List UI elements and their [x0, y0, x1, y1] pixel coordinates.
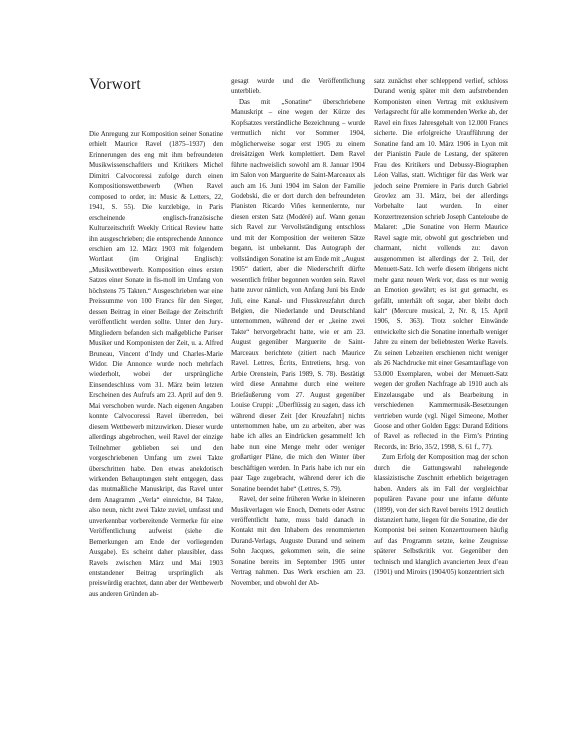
paragraph: Ravel, der seine früheren Werke in kleineren Musikverlagen wie Enoch, Demets oder Astruc veröffentlicht hatte, muss bald danach in Kontakt mit den Inhabern des renommierten Durand-Verlags, Auguste Durand und seinem Sohn Jacques, gekommen sein, die seine Sonatine bereits im September 1905 unter Vertrag nahmen. Das Werk erschien am 23. November, und obwohl der Ab-: [231, 495, 365, 587]
text-column-1: [89, 129, 223, 599]
text-column-2: [231, 76, 365, 588]
text-column-3: [374, 76, 508, 578]
paragraph: Die Anregung zur Komposition seiner Sonatine erhielt Maurice Ravel (1875–1937) den Erinnerungen des eng mit ihm befreundeten Musikwissenschaftlers und Kritikers Michel Dimitri Calvocoressi zufolge durch einen Kompositionswettbewerb (When Ravel composed to order, in: Music & Letters, 22, 1941, S. 55). Die kurzlebige, in Paris erscheinende englisch-französische Kulturzeitschrift Weekly Critical Review hatte ihn ausgeschrieben; die entsprechende Annonce erschien am 12. März 1903 mit folgendem Wortlaut (im Original Englisch): „Musikwettbewerb. Komposition eines ersten Satzes einer Sonate in fis-moll im Umfang von höchstens 75 Takten.“ Ausgeschrieben war eine Preissumme von 100 Francs für den Sieger, dessen Beitrag in einer Beilage der Zeitschrift veröffentlicht werden sollte. Unter den Jury-Mitgliedern befanden sich maßgebliche Pariser Musiker und Komponisten der Zeit, u. a. Alfred Bruneau, Vincent d’Indy und Charles-Marie Widor. Die Annonce wurde noch mehrfach wiederholt, wobei der ursprüngliche Einsendeschluss vom 31. März beim letzten Erscheinen des Aufrufs am 23. April auf den 9. Mai verschoben wurde. Nach eigenen Angaben konnte Calvocoressi Ravel überreden, bei diesem Wettbewerb mitzuwirken. Dieser wurde allerdings abgebrochen, weil Ravel der einzige Teilnehmer geblieben sei und den vorgeschriebenen Umfang um zwei Takte überschritten habe. Den etwas anekdotisch wirkenden Behauptungen steht entgegen, dass das mutmaßliche Manuskript, das Ravel unter dem Anagramm „Verla“ einreichte, 84 Takte, also neun, nicht zwei Takte zuviel, umfasst und unverkennbar vorbereitende Vermerke für eine Veröffentlichung aufweist (siehe die Bemerkungen am Ende der vorliegenden Ausgabe). Es scheint daher plausibler, dass Ravels zwischen März und Mai 1903 entstandener Beitrag ursprünglich als preiswürdig erachtet, dann aber der Wettbewerb aus anderen Gründen ab-: [89, 130, 223, 598]
paragraph: satz zunächst eher schleppend verlief, schloss Durand wenig später mit dem aufstrebenden Komponisten einen Vertrag mit exklusivem Verlagsrecht für alle kommenden Werke ab, der Ravel ein fixes Jahresgehalt von 12.000 Francs sicherte. Die erfolgreiche Uraufführung der Sonatine fand am 10. März 1906 in Lyon mit der Pianistin Paule de Lestang, der späteren Frau des Kritikers und Debussy-Biographen Léon Vallas, statt. Wichtiger für das Werk war jedoch seine Premiere in Paris durch Gabriel Grovlez am 31. März, bei der allerdings Vorbehalte laut wurden. In einer Konzertrezension schrieb Joseph Canteloube de Malaret: „Die Sonatine von Herrn Maurice Ravel sagte mir, obwohl gut geschrieben und charmant, nicht vollends zu: davon ausgenommen ist allerdings der 2. Teil, der Menuett-Satz. Ich werfe diesem übrigens nicht mehr ganz neuen Werk vor, dass es nur wenig an Emotion gewährt; es ist gut gemacht, es gefällt, unterhält oft sogar, aber bleibt doch kalt“ (Mercure musical, 2, Nr. 8, 15. April 1906, S. 363). Trotz solcher Einwände entwickelte sich die Sonatine innerhalb weniger Jahre zu einem der beliebtesten Werke Ravels. Zu seinen Lebzeiten erschienen nicht weniger als 26 Nachdrucke mit einer Gesamtauflage von 53.000 Exemplaren, wobei der Menuett-Satz wegen der großen Nachfrage ab 1910 auch als Einzelausgabe und als Bearbeitung in verschiedenen Kammermusik-Besetzungen vertrieben wurde (vgl. Nigel Simeone, Mother Goose and other Golden Eggs: Durand Editions of Ravel as reflected in the Firm’s Printing Records, in: Brio, 35/2, 1998, S. 61 f., 77).: [374, 77, 508, 451]
paragraph: Zum Erfolg der Komposition mag der schon durch die Gattungswahl nahelegende klassizistische Zuschnitt erheblich beigetragen haben. Anders als im Fall der vergleichbar populären Pavane pour une infante défunte (1899), von der sich Ravel bereits 1912 deutlich distanziert hatte, liegen für die Sonatine, die der Komponist bei seinen Konzerttourneen häufig auf das Programm setzte, keine Zeugnisse späterer Selbstkritik vor. Gegenüber den technisch und klanglich avancierten Jeux d’eau (1901) und Miroirs (1904/05) konzentriert sich: [374, 453, 508, 577]
paragraph: gesagt wurde und die Veröffentlichung unterblieb.: [231, 77, 365, 96]
paragraph: Das mit „Sonatine“ überschriebene Manuskript – eine wegen der Kürze des Kopfsatzes verständliche Bezeichnung – wurde vermutlich nicht vor Sommer 1904, möglicherweise sogar erst 1905 zu einem dreisätzigen Werk komplettiert. Dem Ravel führte nachweislich sowohl am 8. Januar 1904 im Salon von Marguerite de Saint-Marceaux als auch am 16. Juni 1904 im Salon der Familie Godebski, die er dort durch den befreundeten Pianisten Ricardo Viñes kennenlernte, nur diesen ersten Satz (Modéré) auf. Wann genau sich Ravel zur Vervollständigung entschloss und mit der Komposition der weiteren Sätze begann, ist unbekannt. Das Autograph der vollständigen Sonatine ist am Ende mit „August 1905“ datiert, aber die Niederschrift dürfte wesentlich früher begonnen worden sein. Ravel hatte zuvor nämlich, von Anfang Juni bis Ende Juli, eine Kanal- und Flusskreuzfahrt durch Belgien, die Niederlande und Deutschland unternommen, während der er „keine zwei Takte“ hervorgebracht hatte, wie er am 23. August gegenüber Marguerite de Saint-Marceaux berichtete (zitiert nach Maurice Ravel. Lettres, Écrits, Entretiens, hrsg. von Arbie Orenstein, Paris 1989, S. 78). Bestätigt wird diese Annahme durch eine weitere Briefäußerung vom 27. August gegenüber Louise Cruppi: „Überflüssig zu sagen, dass ich während dieser Zeit [der Kreuzfahrt] nichts unternommen habe, um zu arbeiten, aber was habe ich alles an Eindrücken gesammelt! Ich habe nun eine Menge mehr oder weniger großartiger Pläne, die mich den Winter über beschäftigen werden. In Paris habe ich nur ein paar Tage zugebracht, während derer ich die Sonatine beendet habe“ (Lettres, S. 79).: [231, 97, 365, 493]
page-title: Vorwort: [89, 76, 141, 93]
